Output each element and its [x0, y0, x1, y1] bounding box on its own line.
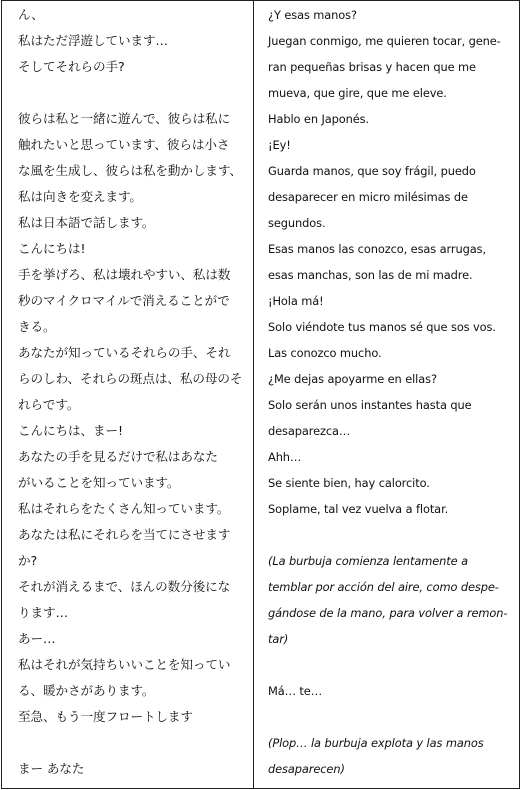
spanish-line: Se siente bien, hay calorcito. [268, 476, 430, 490]
spanish-line: Juegan conmigo, me quieren tocar, gene- [268, 34, 501, 48]
spanish-line: Ahh… [268, 450, 302, 464]
japanese-line: 私はそれが気持ちいいことを知ってい [18, 657, 231, 672]
stage-direction-line: tar) [268, 632, 289, 646]
japanese-text-column [18, 2, 248, 782]
japanese-line: 彼らは私と一緒に遊んで、彼らは私に [18, 111, 231, 126]
stage-direction-line: desaparecen) [268, 762, 345, 776]
japanese-line: がいることを知っています。 [18, 475, 180, 490]
spanish-line: desaparezca… [268, 424, 351, 438]
japanese-line: こんにちは! [18, 241, 86, 256]
spanish-line: Solo serán unos instantes hasta que [268, 398, 472, 412]
spanish-line: ¡Ey! [268, 138, 291, 152]
japanese-line: 私は向きを変えます。 [18, 189, 142, 204]
spanish-line [268, 652, 518, 678]
column-divider [253, 0, 254, 789]
stage-direction-line: (Plop… la burbuja explota y las manos [268, 736, 484, 750]
spanish-text-column [268, 2, 518, 782]
japanese-line: か? [18, 553, 38, 568]
spanish-line [268, 522, 518, 548]
japanese-line: きる。 [18, 319, 56, 334]
stage-direction-line: gándose de la mano, para volver a remon- [268, 606, 508, 620]
spanish-line: ran pequeñas brisas y hacen que me [268, 60, 476, 74]
japanese-line: まー あなた [18, 761, 85, 776]
spanish-line: Esas manos las conozco, esas arrugas, [268, 242, 486, 256]
japanese-line: 私はそれらをたくさん知っています。 [18, 501, 230, 516]
japanese-line: 秒のマイクロマイルで消えることがで [18, 293, 230, 308]
japanese-line: 私はただ浮遊しています… [18, 33, 168, 48]
japanese-line: れらです。 [18, 397, 80, 412]
spanish-line: Solo viéndote tus manos sé que sos vos. [268, 320, 496, 334]
japanese-line: ん、 [18, 7, 44, 22]
japanese-line [18, 730, 248, 756]
spanish-line: Soplame, tal vez vuelva a flotar. [268, 502, 449, 516]
japanese-line: 私は日本語で話します。 [18, 215, 155, 230]
stage-direction-line: temblar por acción del aire, como despe- [268, 580, 499, 594]
spanish-line: ¡Hola má! [268, 294, 324, 308]
spanish-line: segundos. [268, 216, 326, 230]
stage-direction-line: (La burbuja comienza lentamente a [268, 554, 468, 568]
japanese-line: あなたが知っているそれらの手、それ [18, 345, 231, 360]
japanese-line: らのしわ、それらの斑点は、私の母のそ [18, 371, 243, 386]
spanish-line [268, 704, 518, 730]
spanish-line: esas manchas, son las de mi madre. [268, 268, 473, 282]
japanese-line: 触れたいと思っています、彼らは小さ [18, 137, 230, 152]
spanish-line: Guarda manos, que soy frágil, puedo [268, 164, 476, 178]
japanese-line: あなたは私にそれらを当てにさせます [18, 527, 231, 542]
japanese-line: な風を生成し、彼らは私を動かします、 [18, 163, 242, 178]
japanese-line: ります… [18, 605, 68, 620]
spanish-line: mueva, que gire, que me eleve. [268, 86, 447, 100]
spanish-line: Las conozco mucho. [268, 346, 382, 360]
japanese-line: こんにちは、まー! [18, 423, 123, 438]
japanese-line: る、暖かさがあります。 [18, 683, 155, 698]
japanese-line: 手を挙げろ、私は壊れやすい、私は数 [18, 267, 231, 282]
spanish-line: ¿Y esas manos? [268, 8, 357, 22]
spanish-line: desaparecer en micro milésimas de [268, 190, 468, 204]
japanese-line [18, 80, 248, 106]
spanish-line: Má… te… [268, 684, 322, 698]
japanese-line: 至急、もう一度フロートします [18, 709, 193, 724]
japanese-line: あー… [18, 631, 56, 646]
spanish-line: Hablo en Japonés. [268, 112, 369, 126]
japanese-line: そしてそれらの手? [18, 59, 125, 74]
japanese-line: あなたの手を見るだけで私はあなた [18, 449, 218, 464]
japanese-line: それが消えるまで、ほんの数分後にな [18, 579, 231, 594]
spanish-line: ¿Me dejas apoyarme en ellas? [268, 372, 437, 386]
